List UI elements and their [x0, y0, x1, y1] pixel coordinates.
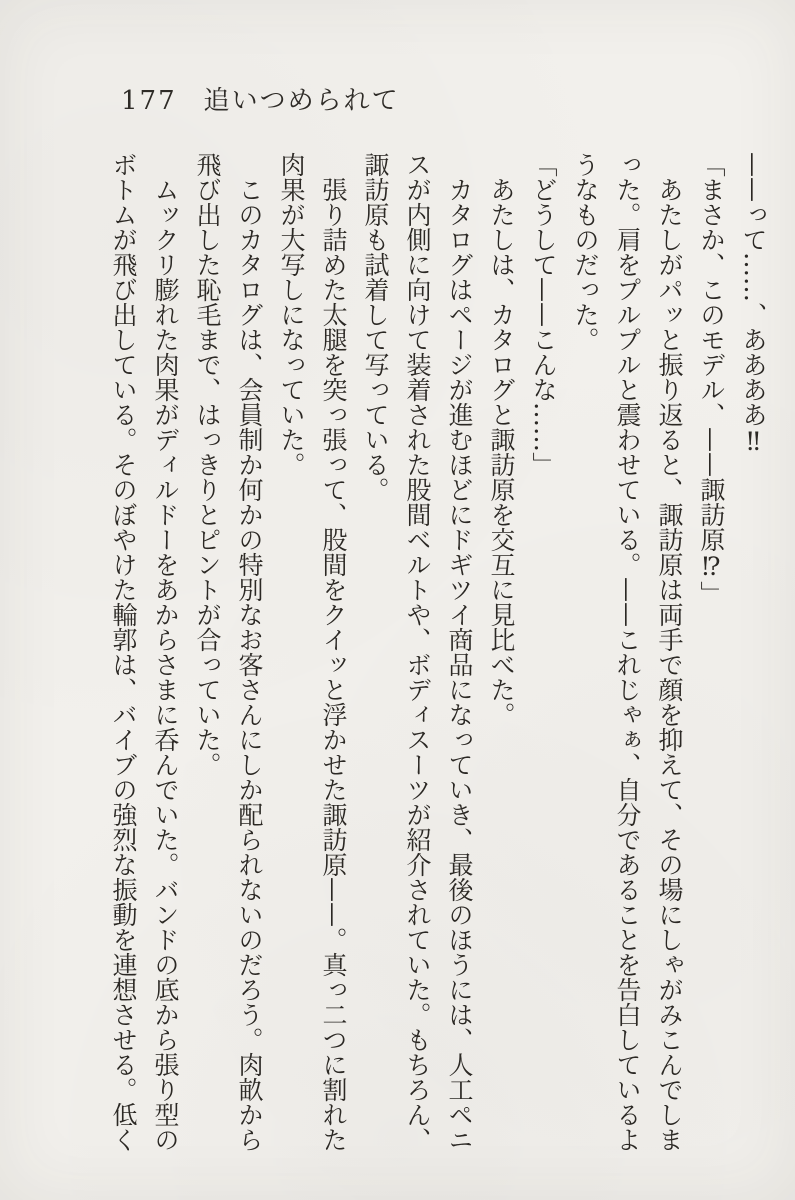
running-title: 追いつめられて [203, 86, 400, 116]
text-column: ——って……、ああああ‼ [739, 152, 768, 456]
text-column: 張り詰めた太腿を突っ張って、股間をクイッと浮かせた諏訪原——。真っ二つに割れた [319, 152, 348, 1152]
page-header [121, 80, 400, 117]
text-column: 諏訪原も試着して写っている。 [361, 152, 390, 502]
text-column: ボトムが飛び出している。そのぼやけた輪郭は、バイブの強烈な振動を連想させる。低く [109, 152, 138, 1152]
text-column: スが内側に向けて装着された股間ベルトや、ボディスーツが紹介されていた。もちろん、 [403, 152, 432, 1152]
text-column: 肉果が大写しになっていた。 [277, 152, 306, 477]
text-column: あたしは、カタログと諏訪原を交互に見比べた。 [487, 152, 516, 727]
text-column: った。肩をプルプルと震わせている。——これじゃぁ、自分であることを告白しているよ [613, 152, 642, 1152]
text-column: あたしがパッと振り返ると、諏訪原は両手で顔を抑えて、その場にしゃがみこんでしま [655, 152, 684, 1152]
page-text [102, 152, 774, 1158]
text-column: 「まさか、このモデル、——諏訪原⁉」 [697, 152, 726, 606]
text-column: 「どうして——こんな……」 [529, 152, 558, 477]
text-column: このカタログは、会員制か何かの特別なお客さんにしか配られないのだろう。肉畝から [235, 152, 264, 1152]
page-number: 177 [121, 86, 177, 116]
text-column: 飛び出した恥毛まで、はっきりとピントが合っていた。 [193, 152, 222, 777]
text-column: カタログはページが進むほどにドギツイ商品になっていき、最後のほうには、人工ペニ [445, 152, 474, 1152]
text-column: ムックリ膨れた肉果がディルドーをあからさまに呑んでいた。バンドの底から張り型の [151, 152, 180, 1152]
text-column: うなものだった。 [571, 152, 600, 352]
